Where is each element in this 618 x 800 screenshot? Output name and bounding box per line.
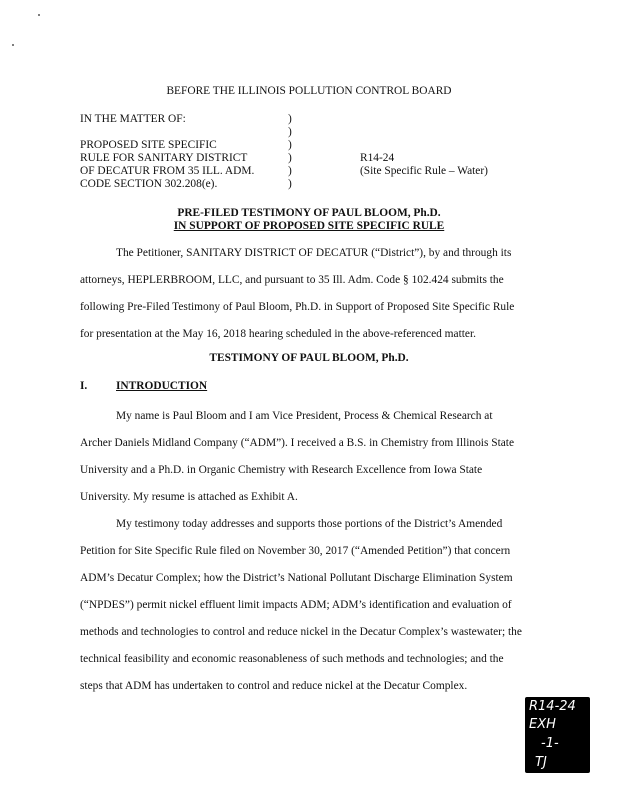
paragraph-line: steps that ADM has undertaken to control and reduce nickel at the Decatur Complex. <box>80 680 468 692</box>
court-header: BEFORE THE ILLINOIS POLLUTION CONTROL BOARD <box>166 85 452 97</box>
caption-line: RULE FOR SANITARY DISTRICT <box>80 152 248 164</box>
paragraph-line: Petition for Site Specific Rule filed on November 30, 2017 (“Amended Petition”) that concern <box>80 545 511 557</box>
exhibit-stamp <box>525 697 590 773</box>
paragraph-line: methods and technologies to control and reduce nickel in the Decatur Complex’s wastewater; the <box>80 626 522 638</box>
caption-paren: ) <box>288 113 292 125</box>
paragraph-line: following Pre-Filed Testimony of Paul Bloom, Ph.D. in Support of Proposed Site Specific Rule <box>80 301 515 313</box>
paragraph-line: attorneys, HEPLERBROOM, LLC, and pursuant to 35 Ill. Adm. Code § 102.424 submits the <box>80 274 504 286</box>
testimony-heading: TESTIMONY OF PAUL BLOOM, Ph.D. <box>209 352 409 364</box>
paragraph-line: My name is Paul Bloom and I am Vice President, Process & Chemical Research at <box>116 410 493 422</box>
scan-speck <box>12 44 14 46</box>
caption-line: IN THE MATTER OF: <box>80 113 186 125</box>
paragraph-line: ADM’s Decatur Complex; how the District’s National Pollutant Discharge Elimination System <box>80 572 513 584</box>
paragraph-line: technical feasibility and economic reasonableness of such methods and technologies; and the <box>80 653 504 665</box>
paragraph-line: Archer Daniels Midland Company (“ADM”). I received a B.S. in Chemistry from Illinois State <box>80 437 515 449</box>
section-title: INTRODUCTION <box>116 380 208 392</box>
stamp-docket: R14-24 <box>529 699 576 714</box>
scan-speck <box>38 14 40 16</box>
caption-line: CODE SECTION 302.208(e). <box>80 178 218 190</box>
paragraph-line: My testimony today addresses and supports those portions of the District’s Amended <box>116 518 503 530</box>
section-number: I. <box>80 380 88 392</box>
caption-paren: ) <box>288 178 292 190</box>
intro-paragraph <box>80 240 546 348</box>
stamp-exhibit-number: -1- <box>541 736 559 751</box>
stamp-initials: TJ <box>535 755 547 770</box>
paragraph-line: University. My resume is attached as Exhibit A. <box>80 491 298 503</box>
document-subtitle: IN SUPPORT OF PROPOSED SITE SPECIFIC RULE <box>173 220 445 232</box>
caption-line: OF DECATUR FROM 35 ILL. ADM. <box>80 165 255 177</box>
caption-paren: ) <box>288 165 292 177</box>
docket-description: (Site Specific Rule – Water) <box>360 165 488 177</box>
introduction-paragraph-2 <box>80 511 546 700</box>
paragraph-line: (“NPDES”) permit nickel effluent limit impacts ADM; ADM’s identification and evaluation of <box>80 599 512 611</box>
stamp-exh-label: EXH <box>529 717 556 732</box>
paragraph-line: The Petitioner, SANITARY DISTRICT OF DECATUR (“District”), by and through its <box>116 247 512 259</box>
document-title: PRE-FILED TESTIMONY OF PAUL BLOOM, Ph.D. <box>177 207 441 219</box>
paragraph-line: for presentation at the May 16, 2018 hearing scheduled in the above-referenced matter. <box>80 328 476 340</box>
caption-paren: ) <box>288 152 292 164</box>
caption-paren: ) <box>288 139 292 151</box>
introduction-paragraph-1 <box>80 403 546 511</box>
caption-line: PROPOSED SITE SPECIFIC <box>80 139 217 151</box>
docket-number: R14-24 <box>360 152 395 164</box>
caption-paren: ) <box>288 126 292 138</box>
paragraph-line: University and a Ph.D. in Organic Chemistry with Research Excellence from Iowa State <box>80 464 483 476</box>
